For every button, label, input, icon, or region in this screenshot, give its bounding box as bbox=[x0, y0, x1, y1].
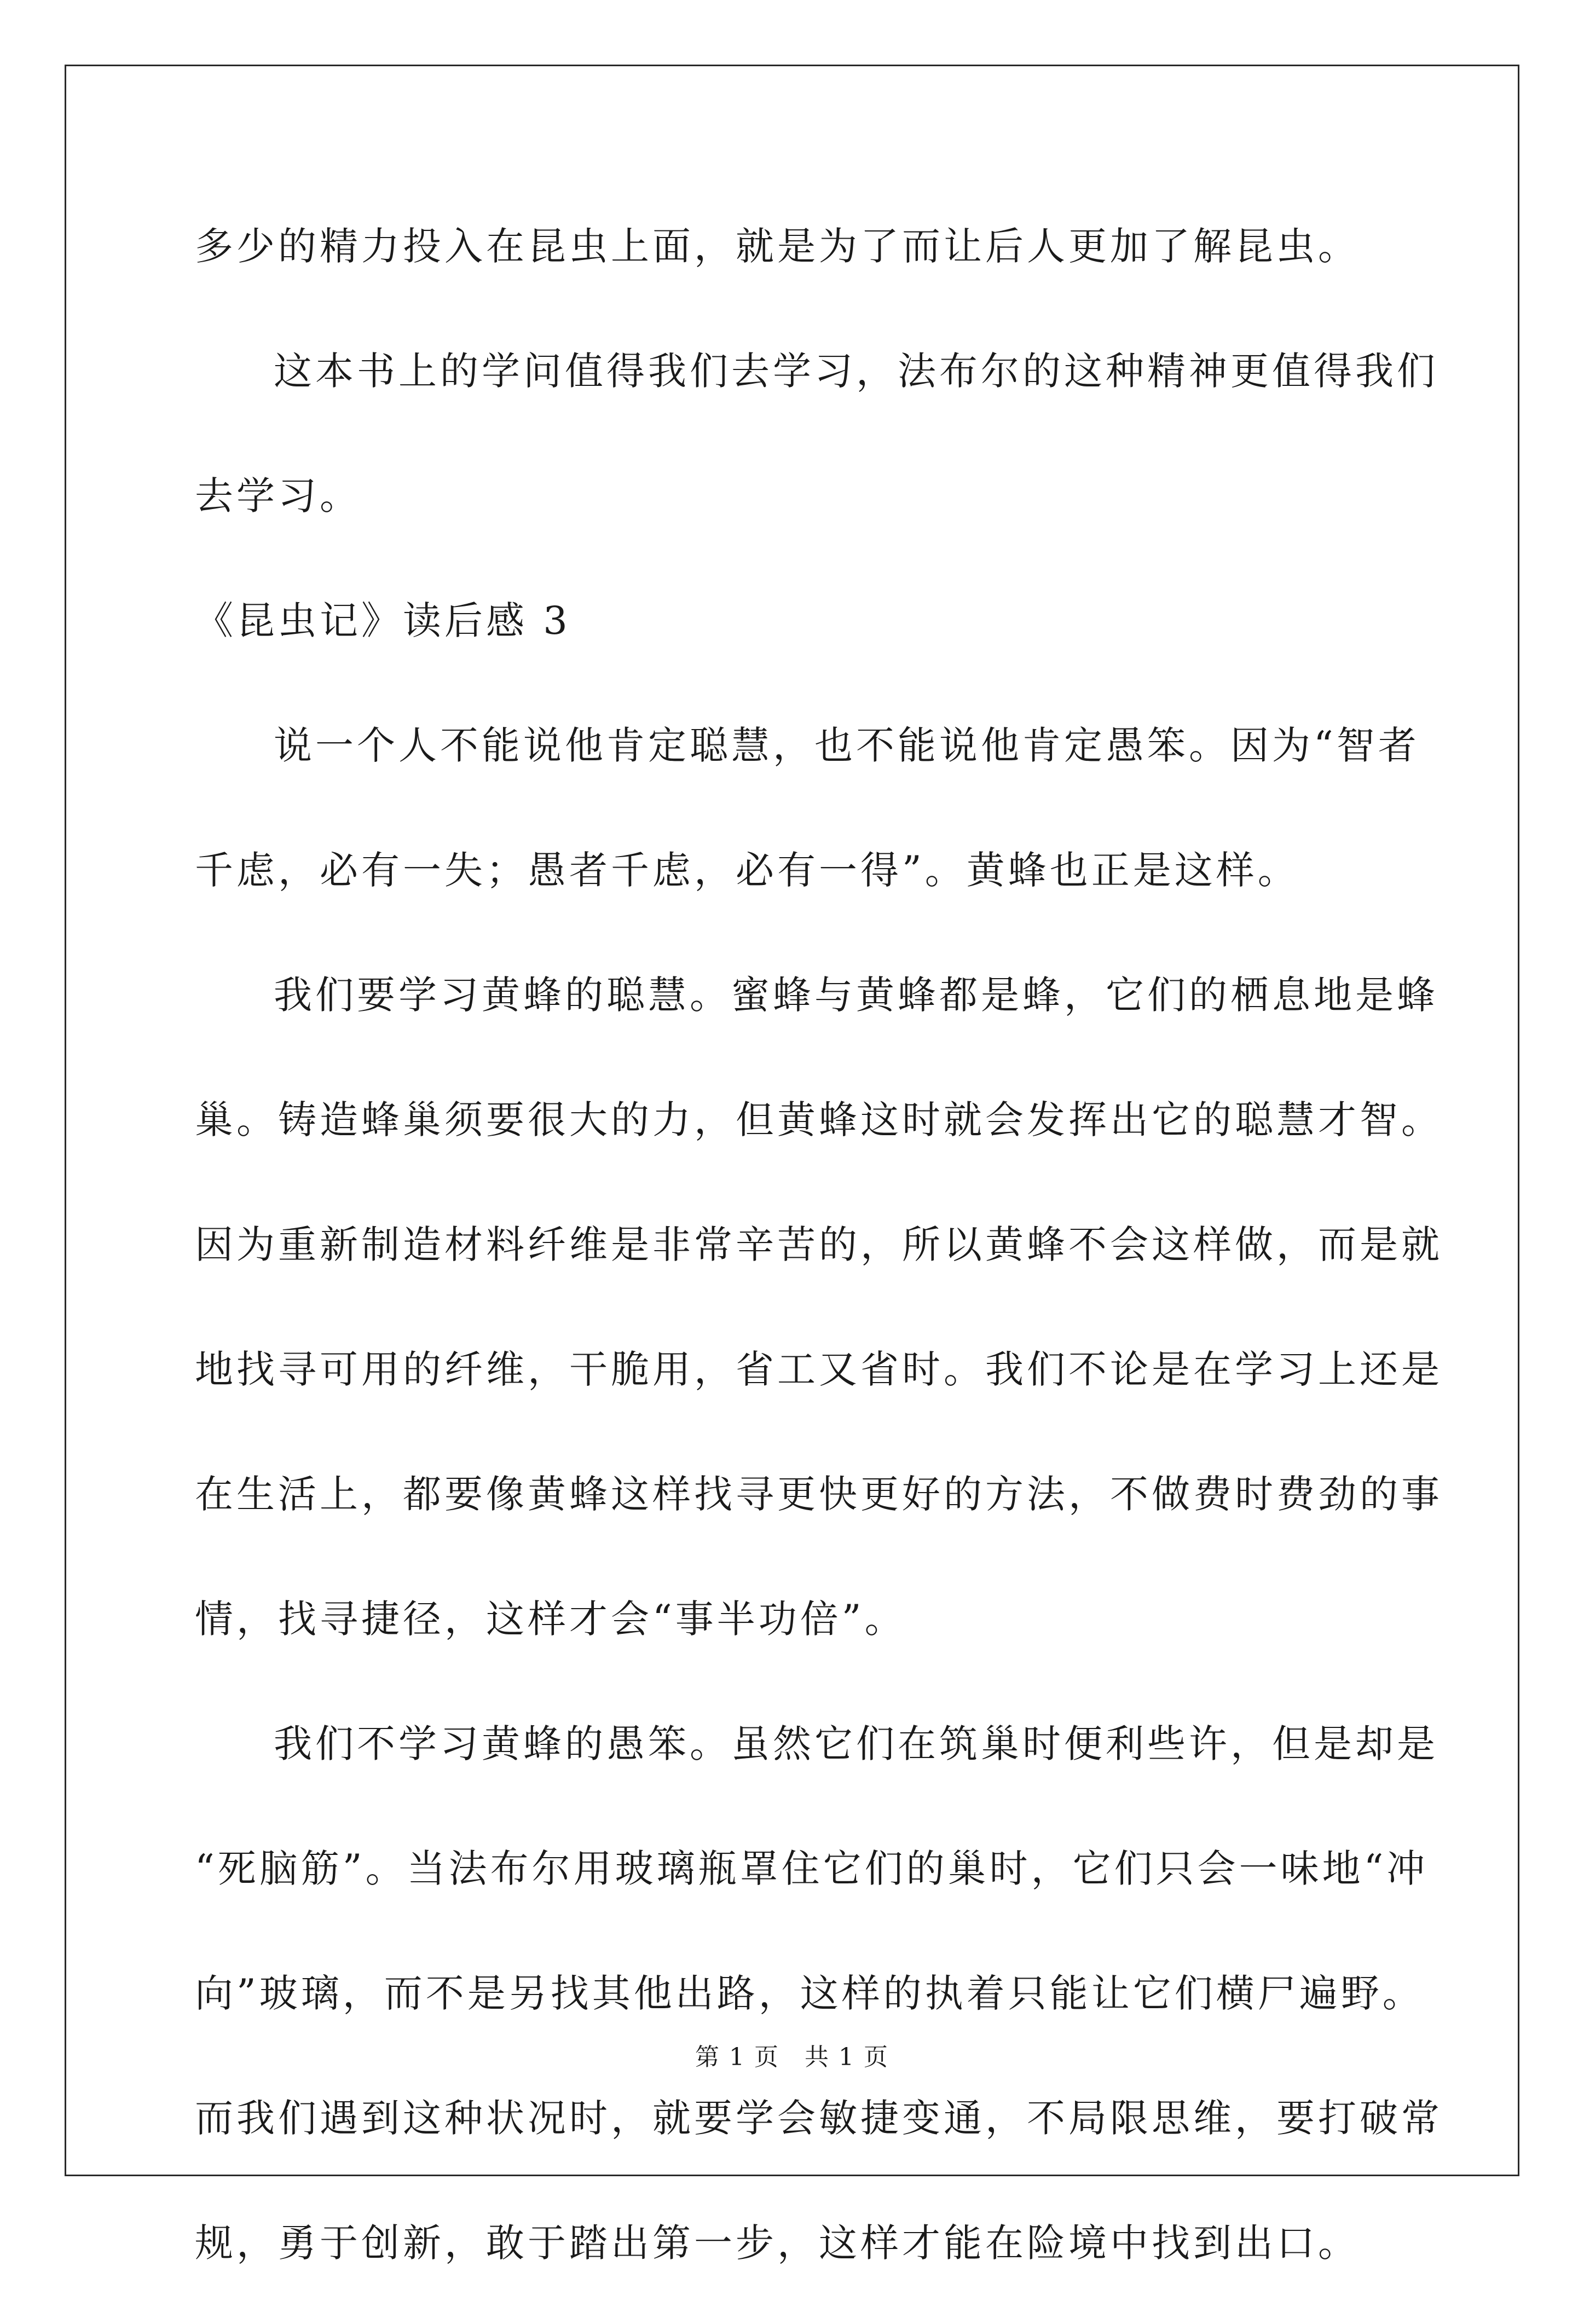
text-line: 地找寻可用的纤维，干脆用，省工又省时。我们不论是在学习上还是 bbox=[195, 1347, 1443, 1392]
page-number: 第 1 页 bbox=[695, 2043, 779, 2071]
text-line: 情，找寻捷径，这样才会“事半功倍”。 bbox=[195, 1597, 906, 1641]
text-line: 我们不学习黄蜂的愚笨。虽然它们在筑巢时便利些许，但是却是 bbox=[274, 1721, 1438, 1766]
text-line: 规，勇于创新，敢于踏出第一步，这样才能在险境中找到出口。 bbox=[195, 2221, 1360, 2265]
text-line: 因为重新制造材料纤维是非常辛苦的，所以黄蜂不会这样做，而是就 bbox=[195, 1222, 1443, 1267]
text-line: 这本书上的学问值得我们去学习，法布尔的这种精神更值得我们 bbox=[274, 349, 1438, 394]
text-line: 《昆虫记》读后感 3 bbox=[195, 598, 571, 643]
page-total: 共 1 页 bbox=[805, 2043, 889, 2071]
text-line: 千虑，必有一失；愚者千虑，必有一得”。黄蜂也正是这样。 bbox=[195, 848, 1299, 893]
text-line: 去学习。 bbox=[195, 473, 361, 518]
text-line: 巢。铸造蜂巢须要很大的力，但黄蜂这时就会发挥出它的聪慧才智。 bbox=[195, 1097, 1443, 1142]
text-line: 在生活上，都要像黄蜂这样找寻更快更好的方法，不做费时费劲的事 bbox=[195, 1472, 1443, 1517]
document-body bbox=[195, 203, 1443, 2324]
text-line: 而我们遇到这种状况时，就要学会敏捷变通，不局限思维，要打破常 bbox=[195, 2096, 1443, 2141]
text-line: 说一个人不能说他肯定聪慧，也不能说他肯定愚笨。因为“智者 bbox=[274, 723, 1420, 768]
text-line: 多少的精力投入在昆虫上面，就是为了而让后人更加了解昆虫。 bbox=[195, 224, 1360, 269]
text-line: 我们要学习黄蜂的聪慧。蜜蜂与黄蜂都是蜂，它们的栖息地是蜂 bbox=[274, 973, 1438, 1018]
text-line: 向”玻璃，而不是另找其他出路，这样的执着只能让它们横尸遍野。 bbox=[195, 1971, 1424, 2016]
page-footer bbox=[0, 2037, 1584, 2072]
text-line: “死脑筋”。当法布尔用玻璃瓶罩住它们的巢时，它们只会一味地“冲 bbox=[195, 1846, 1429, 1891]
